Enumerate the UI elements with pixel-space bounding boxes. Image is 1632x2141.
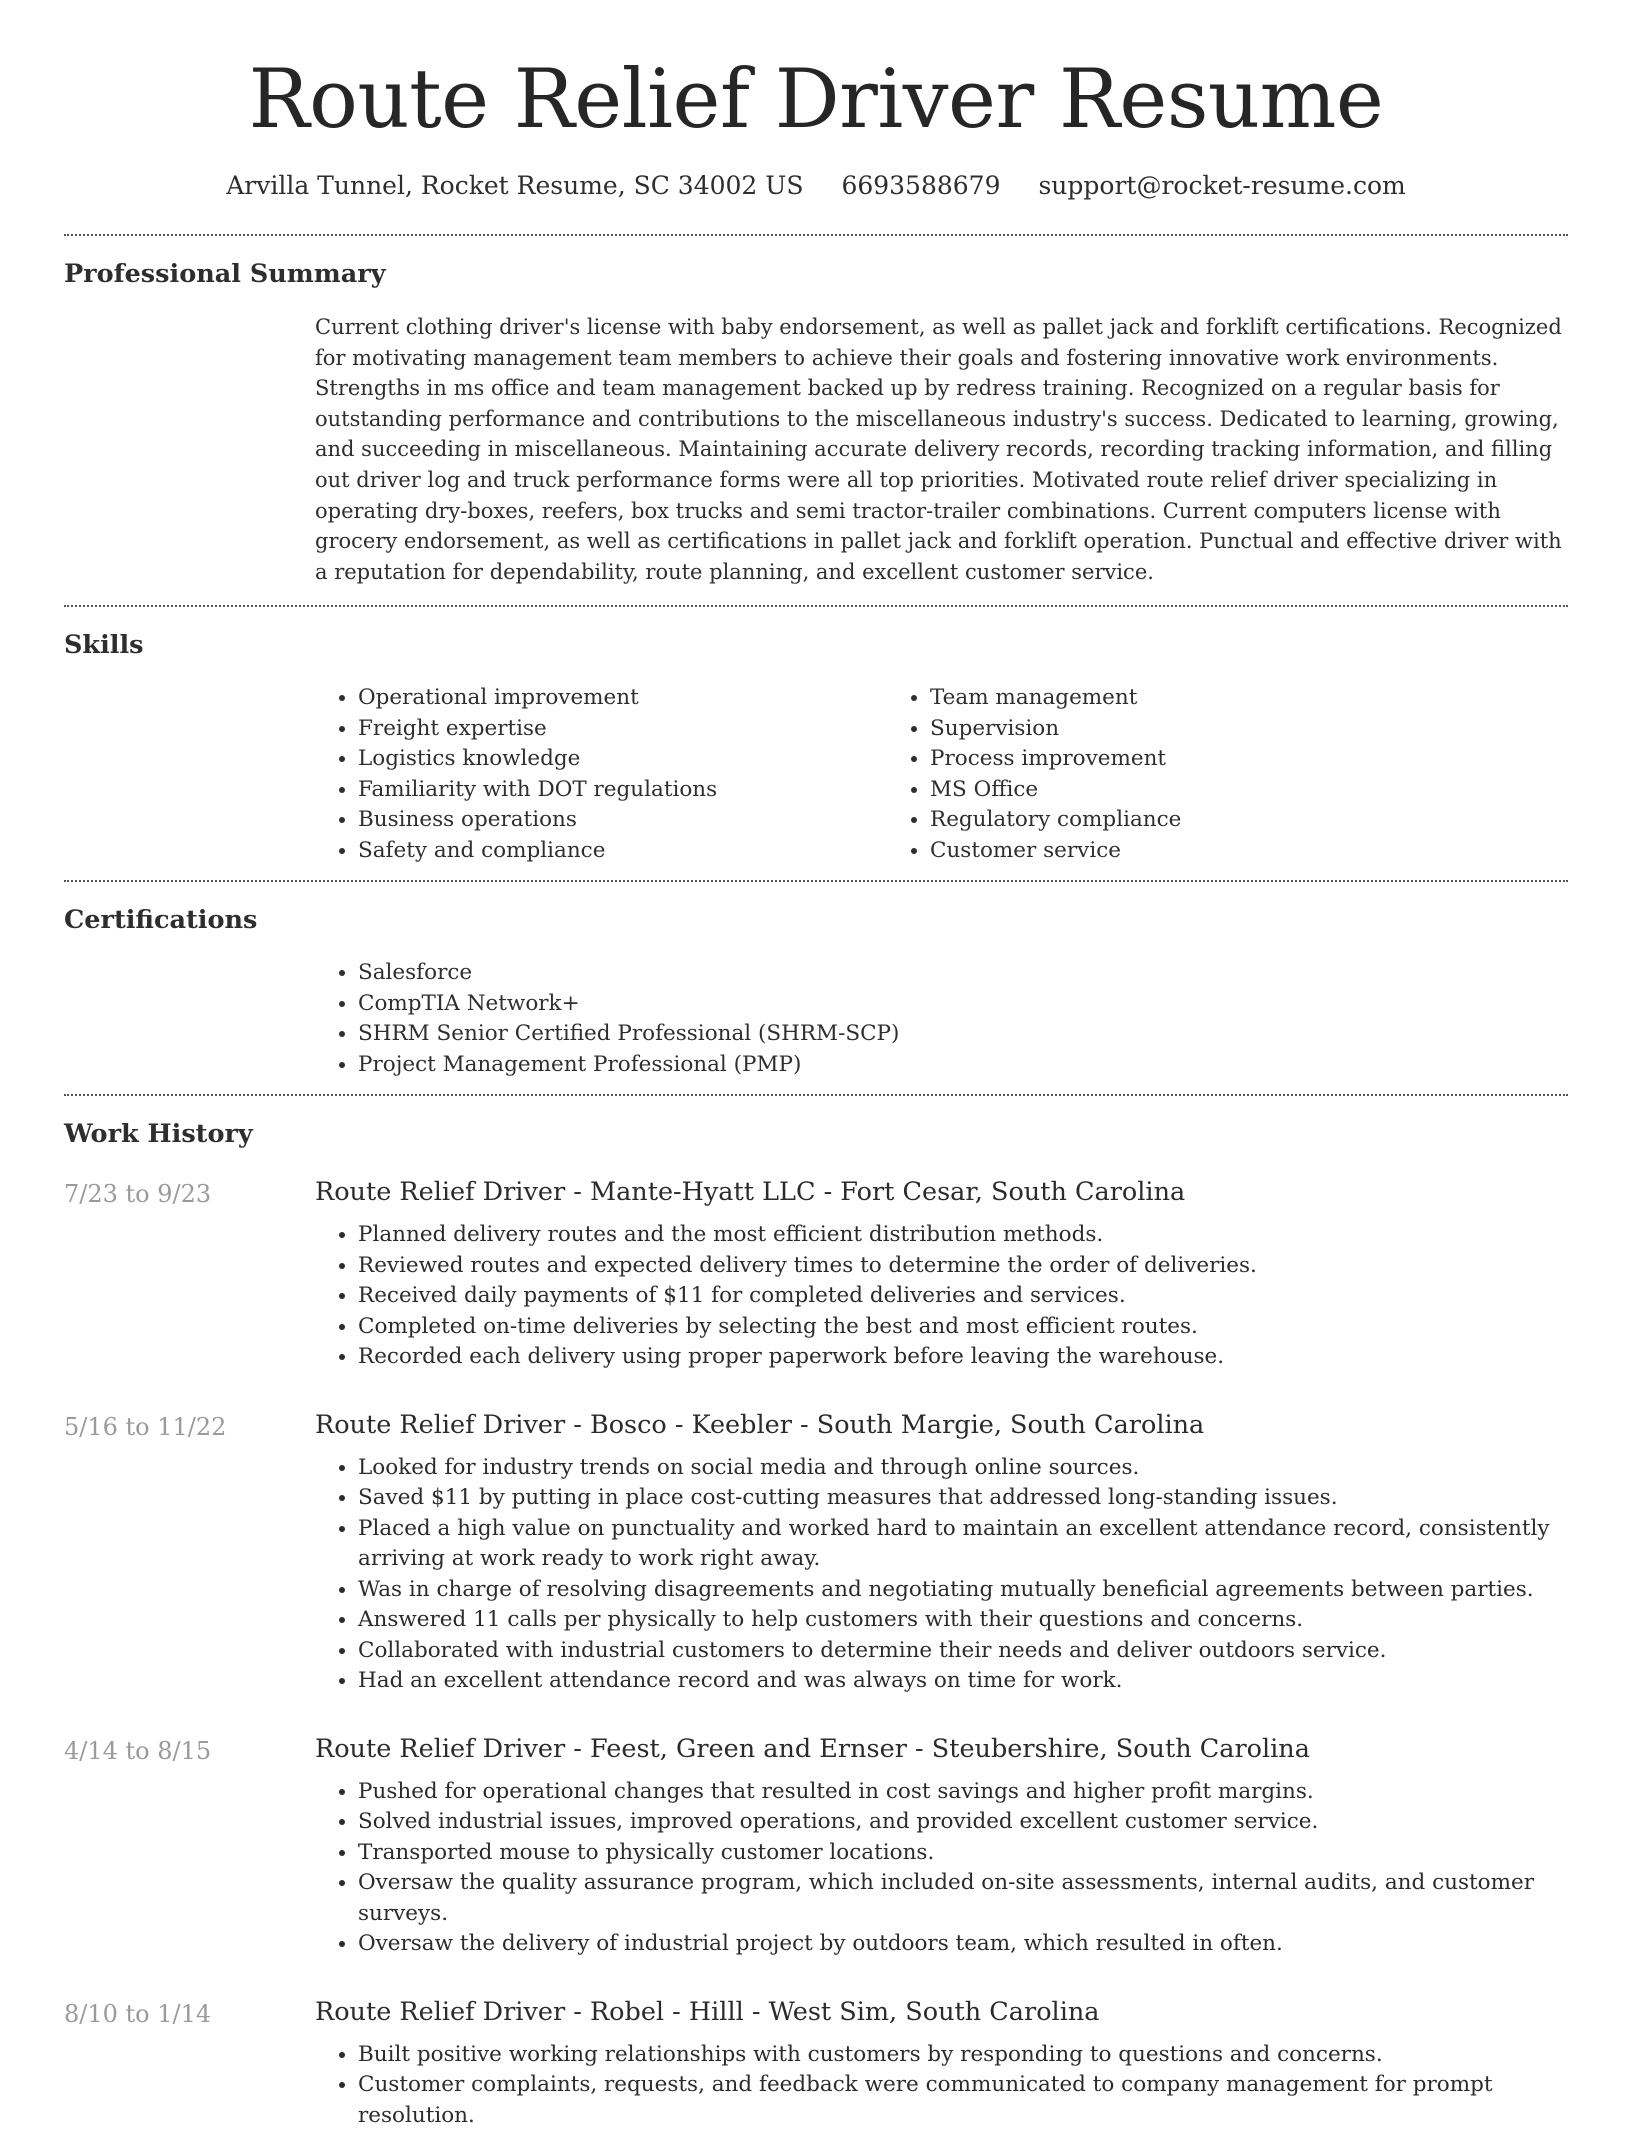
job-duty: • Solved industrial issues, improved operations, and provided excellent customer service. xyxy=(358,1807,1568,1838)
resume-title: Route Relief Driver Resume xyxy=(248,53,1384,147)
job-title: Route Relief Driver - Bosco - Keebler - South Margie, South Carolina xyxy=(315,1409,1205,1440)
certifications-list xyxy=(315,958,1568,1080)
contact-address: Arvilla Tunnel, Rocket Resume, SC 34002 US xyxy=(226,171,804,200)
job-duty: • Completed on-time deliveries by selecting the best and most efficient routes. xyxy=(358,1312,1568,1343)
skill-item: • Customer service xyxy=(930,836,1568,867)
job-duty: • Recorded each delivery using proper paperwork before leaving the warehouse. xyxy=(358,1342,1568,1373)
job-entry xyxy=(64,1994,1568,2141)
job-duty: • Looked for industry trends on social media and through online sources. xyxy=(358,1453,1568,1484)
job-entry xyxy=(64,1407,1568,1707)
job-duty: • Oversaw the delivery of industrial project by outdoors team, which resulted in often. xyxy=(358,1929,1568,1960)
job-duty: • Had an excellent attendance record and was always on time for work. xyxy=(358,1666,1568,1697)
skills-section xyxy=(64,607,1568,880)
summary-section xyxy=(64,236,1568,605)
job-duty: • Collaborated with industrial customers to determine their needs and deliver outdoors service. xyxy=(358,1636,1568,1667)
job-duty: • Answered 11 calls per physically to help customers with their questions and concerns. xyxy=(358,1605,1568,1636)
job-duty: • Pushed for operational changes that resulted in cost savings and higher profit margins. xyxy=(358,1777,1568,1808)
job-entry xyxy=(64,1731,1568,1970)
job-duties xyxy=(315,1453,1568,1697)
skill-item: • Operational improvement xyxy=(358,683,887,714)
job-duty: • Reviewed routes and expected delivery times to determine the order of deliveries. xyxy=(358,1251,1568,1282)
certifications-section xyxy=(64,882,1568,1094)
job-duty: • Received daily payments of $11 for completed deliveries and services. xyxy=(358,1281,1568,1312)
skill-item: • Freight expertise xyxy=(358,714,887,745)
skill-item: • MS Office xyxy=(930,775,1568,806)
skill-item: • Familiarity with DOT regulations xyxy=(358,775,887,806)
job-duties xyxy=(315,2040,1568,2132)
work-history-section xyxy=(64,1096,1568,2141)
job-duty: • Placed a high value on punctuality and worked hard to maintain an excellent attendance record, consistently arriving at work ready to work right away. xyxy=(358,1514,1568,1575)
skill-item: • Business operations xyxy=(358,805,887,836)
job-dates: 7/23 to 9/23 xyxy=(64,1180,212,1209)
work-history-heading: Work History xyxy=(64,1119,253,1150)
skills-columns xyxy=(315,683,1568,880)
skill-item: • Process improvement xyxy=(930,744,1568,775)
job-duty: • Oversaw the quality assurance program, which included on-site assessments, internal audits, and customer surveys. xyxy=(358,1868,1568,1929)
certification-item: • SHRM Senior Certified Professional (SHRM-SCP) xyxy=(358,1019,1568,1050)
job-duty: • Saved $11 by putting in place cost-cutting measures that addressed long-standing issues. xyxy=(358,1483,1568,1514)
job-duties xyxy=(315,1220,1568,1373)
skills-list-left xyxy=(315,683,887,866)
job-entry xyxy=(64,1174,1568,1383)
job-title: Route Relief Driver - Mante-Hyatt LLC - Fort Cesar, South Carolina xyxy=(315,1177,1186,1208)
job-title: Route Relief Driver - Robel - Hilll - West Sim, South Carolina xyxy=(315,1996,1100,2027)
certification-item: • Project Management Professional (PMP) xyxy=(358,1050,1568,1081)
certifications-heading: Certifications xyxy=(64,905,258,936)
job-dates: 5/16 to 11/22 xyxy=(64,1412,227,1441)
resume-page xyxy=(64,0,1568,2141)
skill-item: • Supervision xyxy=(930,714,1568,745)
certification-item: • Salesforce xyxy=(358,958,1568,989)
skills-heading: Skills xyxy=(64,630,144,661)
job-duty: • Built positive working relationships with customers by responding to questions and concerns. xyxy=(358,2040,1568,2071)
skill-item: • Safety and compliance xyxy=(358,836,887,867)
contact-phone: 6693588679 xyxy=(841,171,1001,200)
job-duty: • Planned delivery routes and the most efficient distribution methods. xyxy=(358,1220,1568,1251)
skill-item: • Logistics knowledge xyxy=(358,744,887,775)
job-dates: 8/10 to 1/14 xyxy=(64,1999,212,2028)
contact-line xyxy=(64,170,1568,202)
job-duty: • Transported mouse to physically customer locations. xyxy=(358,1838,1568,1869)
summary-text: Current clothing driver's license with baby endorsement, as well as pallet jack and forklift certifications. Recognized for motivating management team members to achieve their goals and fostering innovative work environments. Strengths in ms office and team management backed up by redress training. Recognized on a regular basis for outstanding performance and contributions to the miscellaneous industry's success. Dedicated to learning, growing, and succeeding in miscellaneous. Maintaining accurate delivery records, recording tracking information, and filling out driver log and truck performance forms were all top priorities. Motivated route relief driver specializing in operating dry-boxes, reefers, box trucks and semi tractor-trailer combinations. Current computers license with grocery endorsement, as well as certifications in pallet jack and forklift operation. Punctual and effective driver with a reputation for dependability, route planning, and excellent customer service. xyxy=(315,315,1562,584)
summary-heading: Professional Summary xyxy=(64,259,386,289)
job-duty: • Was in charge of resolving disagreements and negotiating mutually beneficial agreements between parties. xyxy=(358,1575,1568,1606)
skills-list-right xyxy=(887,683,1568,866)
contact-email: support@rocket-resume.com xyxy=(1038,171,1406,200)
job-duties xyxy=(315,1777,1568,1960)
certification-item: • CompTIA Network+ xyxy=(358,989,1568,1020)
job-title: Route Relief Driver - Feest, Green and Ernser - Steubershire, South Carolina xyxy=(315,1733,1310,1764)
skill-item: • Team management xyxy=(930,683,1568,714)
job-dates: 4/14 to 8/15 xyxy=(64,1736,212,1765)
skill-item: • Regulatory compliance xyxy=(930,805,1568,836)
job-duty: • Customer complaints, requests, and feedback were communicated to company management for prompt resolution. xyxy=(358,2070,1568,2131)
